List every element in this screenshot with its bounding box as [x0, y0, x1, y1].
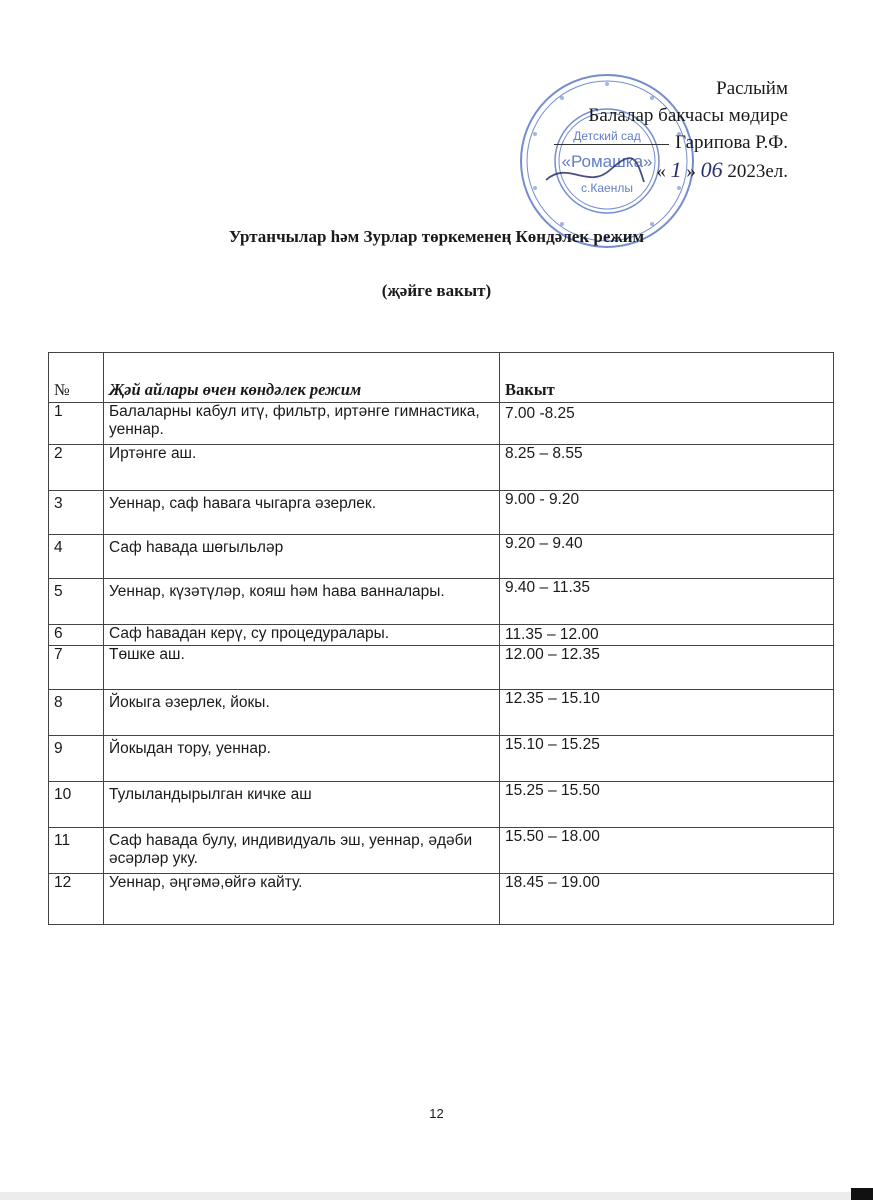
row-number: 12: [49, 874, 104, 925]
row-activity: Йокыдан тору, уеннар.: [104, 736, 500, 782]
row-activity: Төшке аш.: [104, 646, 500, 690]
document-subtitle: (җәйге вакыт): [381, 281, 492, 300]
row-time: 9.20 – 9.40: [500, 535, 834, 579]
table-row: [49, 646, 834, 690]
row-time: 15.10 – 15.25: [500, 736, 834, 782]
date-month: 06: [700, 157, 723, 182]
date-quote-open: «: [656, 161, 666, 182]
row-time: 9.40 – 11.35: [500, 579, 834, 625]
table-row: [49, 625, 834, 646]
row-time: 9.00 - 9.20: [500, 491, 834, 535]
row-activity: Уеннар, күзәтүләр, кояш һәм һава ванналары.: [104, 579, 500, 625]
row-time: 11.35 – 12.00: [500, 625, 834, 646]
stamp-village: с.Каенлы: [581, 181, 633, 195]
table-header-row: [49, 353, 834, 403]
table-row: [49, 445, 834, 491]
approval-name-line: [528, 129, 788, 156]
stamp-kindergarten: «Ромашка»: [561, 152, 653, 171]
row-number: 3: [49, 491, 104, 535]
table-row: [49, 403, 834, 445]
row-number: 5: [49, 579, 104, 625]
schedule-table: [48, 352, 834, 925]
scan-edge: [0, 1192, 873, 1200]
row-activity: Саф һавадан керү, су процедуралары.: [104, 625, 500, 646]
row-number: 9: [49, 736, 104, 782]
signature-line: [554, 143, 669, 145]
document-title: Уртанчылар һәм Зурлар төркеменең Көндәлек режим: [228, 227, 645, 246]
row-number: 7: [49, 646, 104, 690]
date-year: 2023ел.: [727, 161, 788, 182]
row-time: 7.00 -8.25: [500, 403, 834, 445]
table-row: [49, 736, 834, 782]
row-activity: Балаларны кабул итү, фильтр, иртәнге гимнастика, уеннар.: [104, 403, 500, 445]
row-time: 18.45 – 19.00: [500, 874, 834, 925]
page-number: 12: [429, 1106, 444, 1121]
row-number: 11: [49, 828, 104, 874]
row-time: 8.25 – 8.55: [500, 445, 834, 491]
row-activity: Иртәнге аш.: [104, 445, 500, 491]
row-time: 15.25 – 15.50: [500, 782, 834, 828]
approval-name: Гарипова Р.Ф.: [675, 132, 788, 153]
header-number: №: [49, 353, 104, 403]
header-time: Вакыт: [500, 353, 834, 403]
row-time: 12.35 – 15.10: [500, 690, 834, 736]
row-activity: Саф һавада шөгыльләр: [104, 535, 500, 579]
table-row: [49, 690, 834, 736]
row-activity: Йокыга әзерлек, йокы.: [104, 690, 500, 736]
row-activity: Уеннар, әңгәмә,өйгә кайту.: [104, 874, 500, 925]
table-row: [49, 782, 834, 828]
row-time: 15.50 – 18.00: [500, 828, 834, 874]
table-row: [49, 491, 834, 535]
approval-date: [528, 156, 788, 185]
row-activity: Уеннар, саф һавага чыгарга әзерлек.: [104, 491, 500, 535]
row-number: 6: [49, 625, 104, 646]
approval-block: [528, 75, 788, 185]
stamp-org: Детский сад: [573, 129, 641, 143]
row-number: 1: [49, 403, 104, 445]
approval-position: Балалар бакчасы мөдире: [588, 105, 788, 126]
table-row: [49, 535, 834, 579]
approval-heading: Раслыйм: [716, 78, 788, 99]
header-activity: Җәй айлары өчен көндәлек режим: [104, 353, 500, 403]
date-day: 1: [670, 157, 682, 182]
table-row: [49, 828, 834, 874]
scan-corner-mark: [851, 1188, 873, 1200]
date-quote-close: »: [686, 161, 696, 182]
row-activity: Саф һавада булу, индивидуаль эш, уеннар, әдәби әсәрләр уку.: [104, 828, 500, 874]
table-row: [49, 874, 834, 925]
table-row: [49, 579, 834, 625]
row-activity: Тулыландырылган кичке аш: [104, 782, 500, 828]
row-number: 10: [49, 782, 104, 828]
row-number: 2: [49, 445, 104, 491]
row-time: 12.00 – 12.35: [500, 646, 834, 690]
row-number: 8: [49, 690, 104, 736]
row-number: 4: [49, 535, 104, 579]
